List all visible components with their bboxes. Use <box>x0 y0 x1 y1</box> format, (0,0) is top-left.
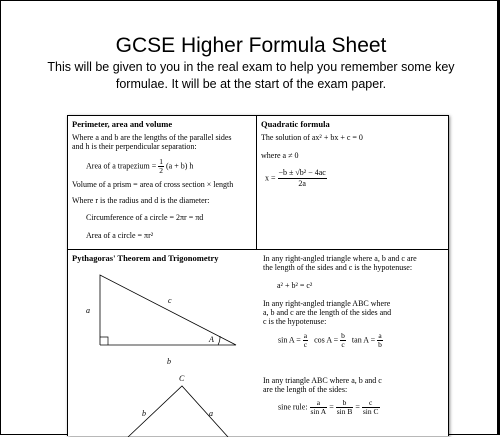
abc-intro-3: c is the hypotenuse: <box>263 317 327 326</box>
general-side-b: b <box>142 409 146 418</box>
a-not-zero: where a ≠ 0 <box>261 151 299 160</box>
pythagoras-heading: Pythagoras' Theorem and Trigonometry <box>72 253 219 263</box>
x-equals: x = <box>265 173 276 183</box>
intro-text <box>31 59 471 93</box>
abc-intro-2: a, b and c are the length of the sides and <box>263 308 392 317</box>
trapezium-formula <box>86 158 193 175</box>
pythagoras-theorem: a² + b² = c² <box>277 281 313 290</box>
angle-a-arc <box>218 336 220 345</box>
parallel-sides-line-2: and h is their perpendicular separation: <box>72 142 197 151</box>
cos-fraction: $\frac{b}{c}$ <box>341 331 345 349</box>
trapezium-lhs: Area of a trapezium = <box>86 161 157 171</box>
perimeter-area-volume-cell <box>67 115 257 250</box>
circumference-formula: Circumference of a circle = 2πr = πd <box>86 213 204 222</box>
perimeter-heading: Perimeter, area and volume <box>72 119 173 129</box>
sine-rule-b: $\frac{b}{\text{sin B}}$ <box>336 398 353 416</box>
abc-intro-1: In any right-angled triangle ABC where <box>263 299 391 308</box>
quadratic-formula-cell <box>256 115 449 250</box>
sine-rule: sine rule: $\frac{a}{\text{sin A}}$ = $\frac{b}{\text{sin B}}$ = $\frac{c}{\text{sin C}}$ <box>278 398 379 416</box>
right-triangle <box>100 275 236 345</box>
side-label-b: b <box>167 357 171 366</box>
trapezium-rhs: (a + b) h <box>166 161 194 171</box>
page-title: GCSE Higher Formula Sheet <box>115 34 387 57</box>
trig-ratios <box>278 332 383 349</box>
sine-rule-c: $\frac{c}{\text{sin C}}$ <box>362 398 379 416</box>
tan-fraction: $\frac{a}{b}$ <box>378 331 382 349</box>
quadratic-fraction: $\frac{\text{−b ± √b² − 4ac}}{2a}$ <box>278 168 326 188</box>
sin-fraction: $\frac{a}{c}$ <box>303 331 308 349</box>
sine-rule-a: $\frac{a}{\text{sin A}}$ <box>310 398 327 416</box>
cos-label: cos A = <box>314 335 339 345</box>
quadratic-equation: The solution of ax² + bx + c = 0 <box>261 133 363 142</box>
tan-label: tan A = <box>351 335 376 345</box>
sin-label: sin A = <box>278 335 301 345</box>
angle-label-A: A <box>209 335 214 344</box>
side-label-a: a <box>86 306 90 315</box>
vertex-label-C: C <box>179 374 185 383</box>
prism-volume: Volume of a prism = area of cross section × length <box>72 180 234 189</box>
sine-rule-label: sine rule: <box>278 402 308 412</box>
triangle-diagrams <box>68 250 268 437</box>
any-triangle-intro-1: In any triangle ABC where a, b and c <box>263 376 382 385</box>
formula-grid <box>67 115 449 436</box>
right-angle-marker <box>100 337 108 345</box>
pythagoras-trigonometry-cell <box>67 249 449 436</box>
right-triangle-intro-1: In any right-angled triangle where a, b and c are <box>263 254 417 263</box>
side-label-c: c <box>168 296 172 305</box>
circle-area-formula: Area of a circle = πr² <box>86 231 154 240</box>
quadratic-heading: Quadratic formula <box>261 119 330 129</box>
parallel-sides-line-1: Where a and b are the lengths of the parallel sides <box>72 133 232 142</box>
general-side-a: a <box>209 409 213 418</box>
quadratic-solution <box>265 168 327 189</box>
intro-line-2: formulae. It will be at the start of the exam paper. <box>115 77 387 91</box>
formula-sheet-image <box>67 115 449 436</box>
radius-diameter-note: Where r is the radius and d is the diameter: <box>72 196 210 205</box>
right-triangle-intro-2: the length of the sides and c is the hypotenuse: <box>263 263 413 272</box>
intro-line-1: This will be given to you in the real exam to help you remember some key <box>47 60 455 74</box>
any-triangle-intro-2: are the length of the sides: <box>263 385 348 394</box>
half-fraction: $\frac{1}{2}$ <box>159 157 164 175</box>
